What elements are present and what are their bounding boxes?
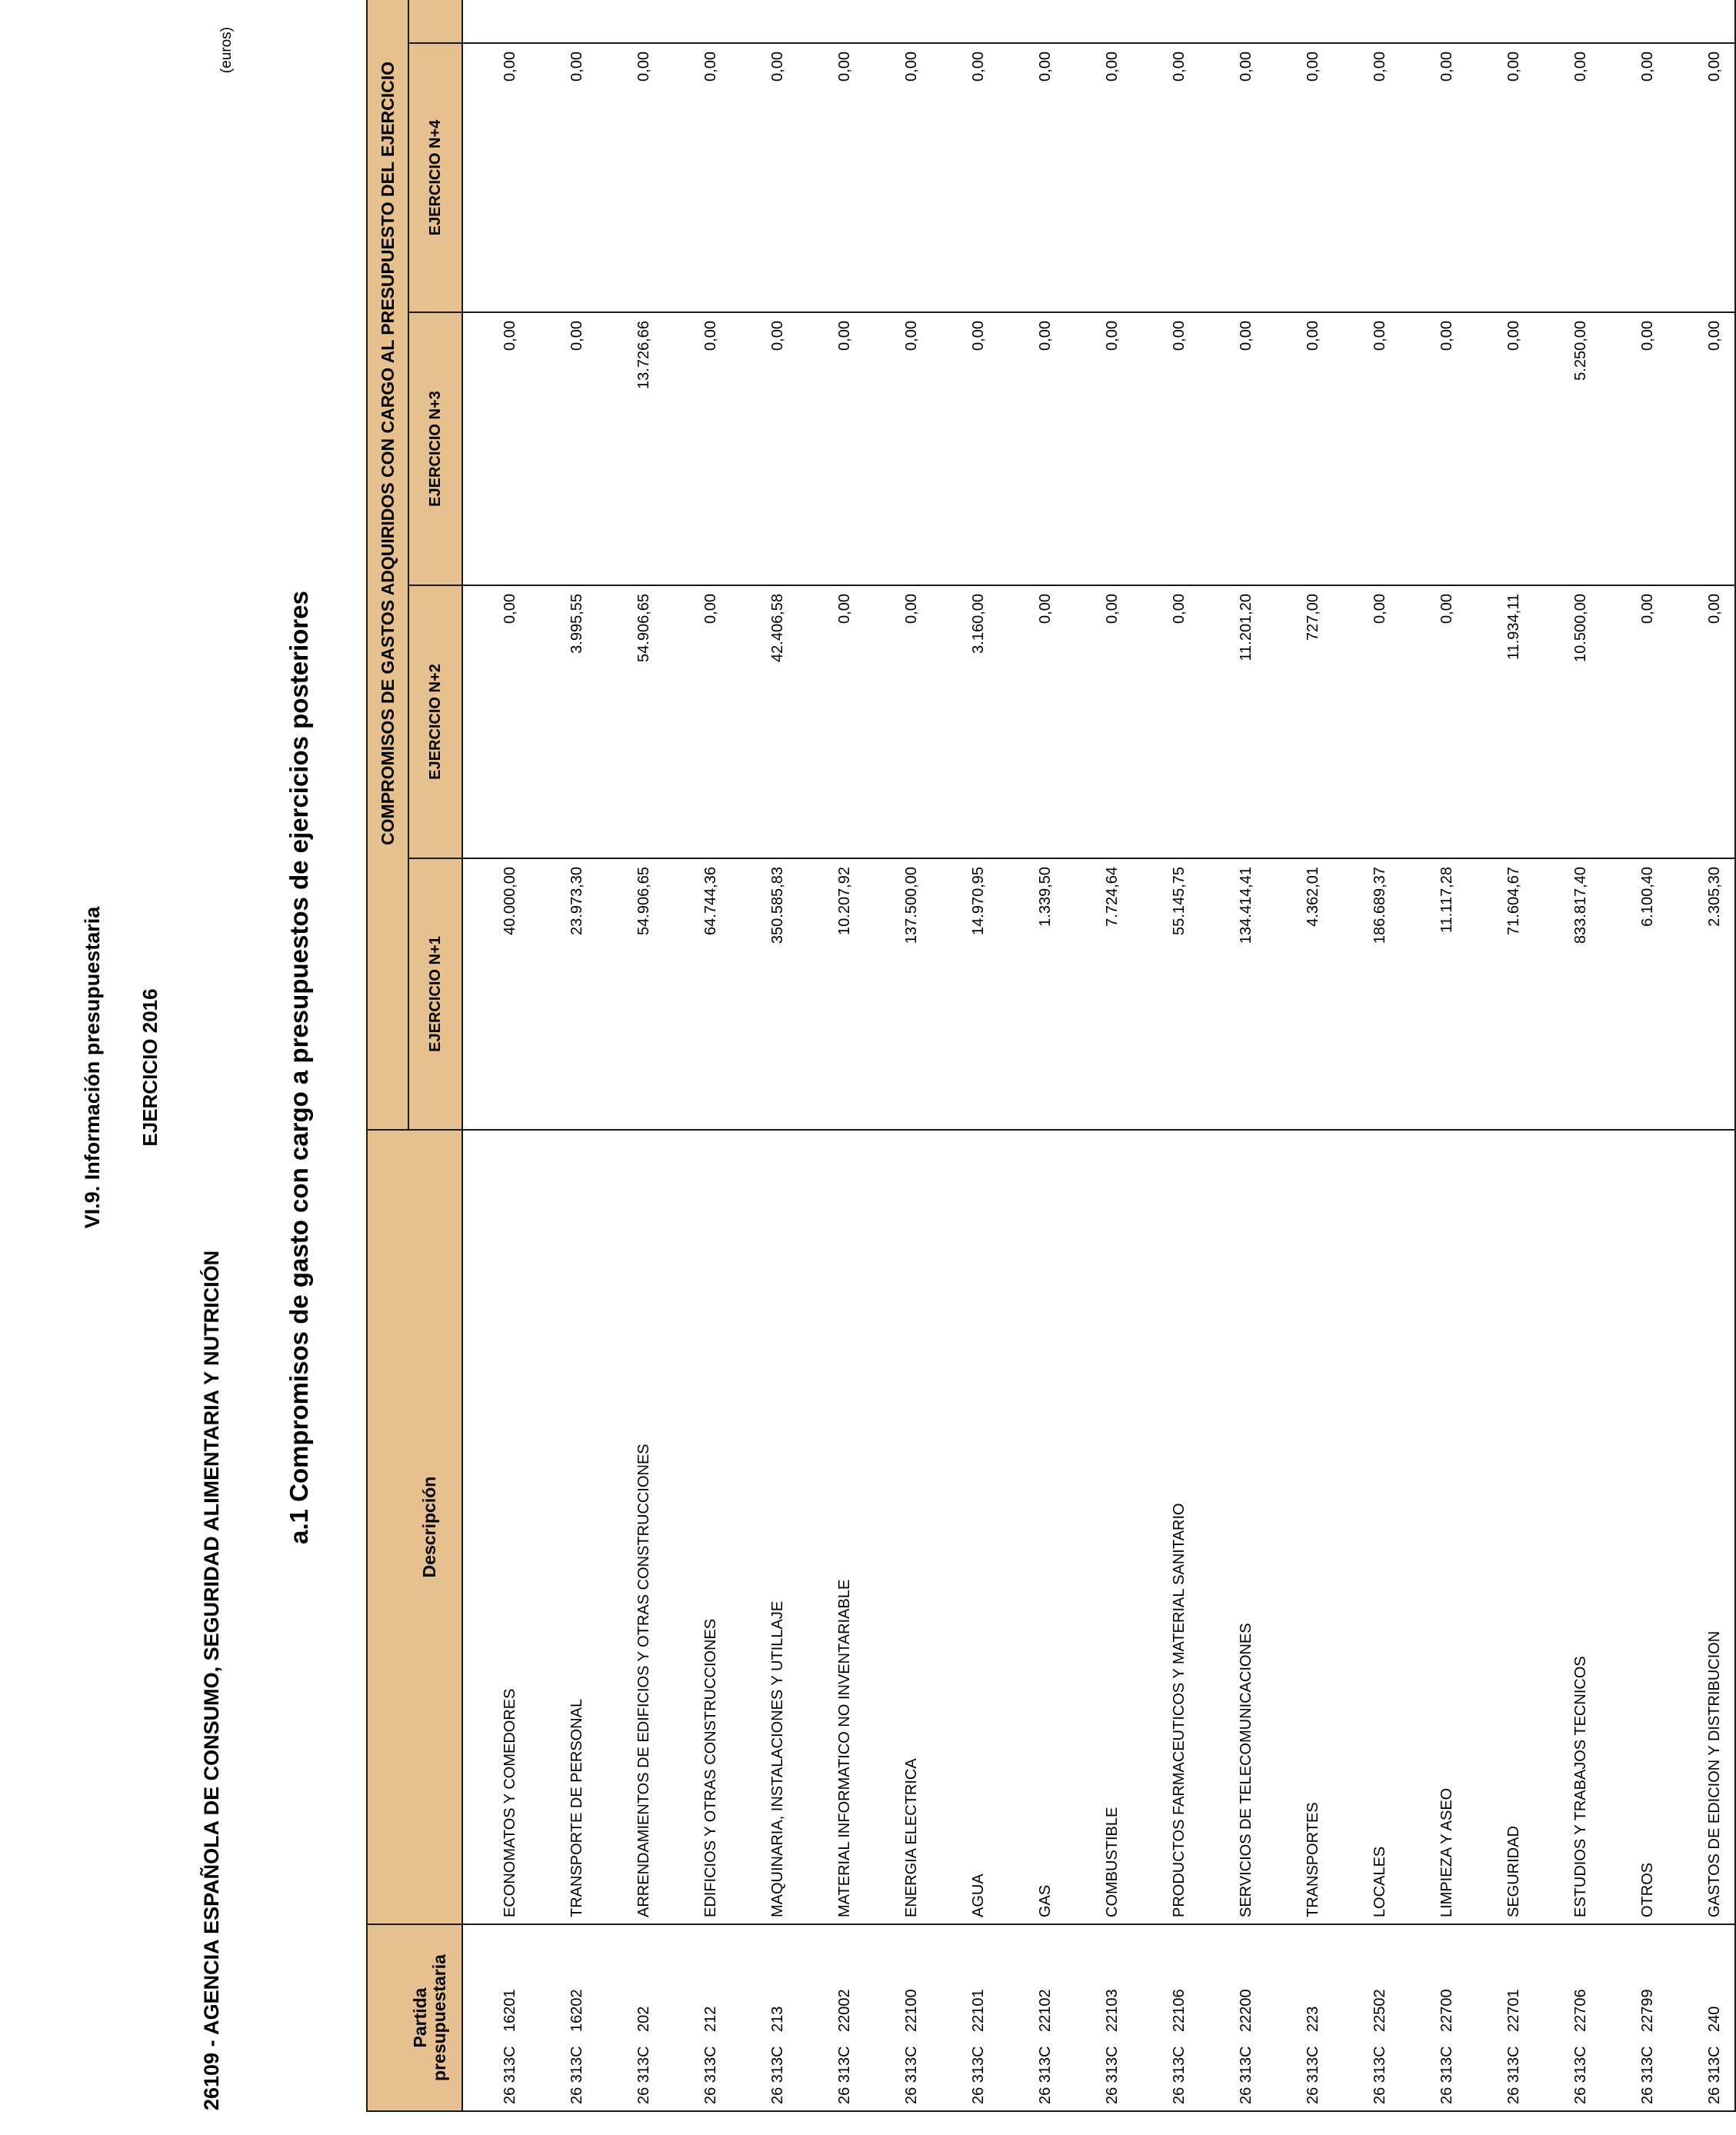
table-row: [865, 0, 931, 2111]
partida-cell: [597, 1924, 664, 2111]
program-code: 26 313C: [970, 2046, 987, 2104]
section-title: a.1 Compromisos de gasto con cargo a presupuestos de ejercicios posteriores: [285, 591, 313, 1544]
description-cell: ESTUDIOS Y TRABAJOS TECNICOS: [1534, 1130, 1601, 1924]
sucesivos-cell: [865, 0, 931, 43]
partida-cell: [462, 1924, 530, 2111]
n3-cell: 0,00: [1333, 312, 1400, 585]
sucesivos-cell: [1400, 0, 1467, 43]
description-cell: COMBUSTIBLE: [1065, 1130, 1132, 1924]
n2-cell: 0,00: [1601, 585, 1668, 858]
program-code: 26 313C: [1304, 2046, 1321, 2104]
n4-cell: 0,00: [998, 43, 1065, 312]
n4-cell: 0,00: [1467, 43, 1534, 312]
description-cell: ENERGIA ELECTRICA: [865, 1130, 931, 1924]
n2-cell: 54.906,65: [597, 585, 664, 858]
n4-cell: 0,00: [865, 43, 931, 312]
sucesivos-cell: [731, 0, 798, 43]
n2-cell: 3.995,55: [530, 585, 597, 858]
program-code: 26 313C: [1037, 2046, 1054, 2104]
table-row: [1668, 0, 1735, 2111]
n3-cell: 0,00: [1668, 312, 1735, 585]
partida-cell: [998, 1924, 1065, 2111]
table-row: [597, 0, 664, 2111]
n3-cell: 0,00: [798, 312, 865, 585]
concept-code: 22701: [1505, 1989, 1522, 2032]
table-row: [1333, 0, 1400, 2111]
description-cell: ARRENDAMIENTOS DE EDIFICIOS Y OTRAS CONSTRUCCIONES: [597, 1130, 664, 1924]
n3-cell: 0,00: [1467, 312, 1534, 585]
sucesivos-cell: [1534, 0, 1601, 43]
n4-cell: 0,00: [1065, 43, 1132, 312]
description-cell: SEGURIDAD: [1467, 1130, 1534, 1924]
n3-cell: 0,00: [664, 312, 731, 585]
sucesivos-cell: [1467, 0, 1534, 43]
concept-code: 22502: [1371, 1989, 1388, 2032]
program-code: 26 313C: [501, 2046, 518, 2104]
program-code: 26 313C: [1171, 2046, 1188, 2104]
table-row: [1467, 0, 1534, 2111]
table-row: [1534, 0, 1601, 2111]
n2-cell: 0,00: [1668, 585, 1735, 858]
header-n3: EJERCICIO N+3: [408, 312, 462, 585]
table-row: [1266, 0, 1333, 2111]
n3-cell: 13.726,66: [597, 312, 664, 585]
n3-cell: 0,00: [931, 312, 998, 585]
description-cell: SERVICIOS DE TELECOMUNICACIONES: [1199, 1130, 1266, 1924]
program-code: 26 313C: [1238, 2046, 1255, 2104]
description-cell: LOCALES: [1333, 1130, 1400, 1924]
n4-cell: 0,00: [931, 43, 998, 312]
table-row: [798, 0, 865, 2111]
partida-cell: [530, 1924, 597, 2111]
n4-cell: 0,00: [462, 43, 530, 312]
n1-cell: 6.100,40: [1601, 858, 1668, 1130]
partida-cell: [931, 1924, 998, 2111]
n1-cell: 134.414,41: [1199, 858, 1266, 1130]
table-row: [731, 0, 798, 2111]
n4-cell: 0,00: [798, 43, 865, 312]
description-cell: PRODUCTOS FARMACEUTICOS Y MATERIAL SANITARIO: [1132, 1130, 1199, 1924]
n2-cell: 0,00: [998, 585, 1065, 858]
sucesivos-cell: [664, 0, 731, 43]
partida-cell: [1601, 1924, 1668, 2111]
description-cell: GASTOS DE EDICION Y DISTRIBUCION: [1668, 1130, 1735, 1924]
document-title: VI.9. Información presupuestaria: [81, 906, 104, 1229]
n2-cell: 0,00: [1065, 585, 1132, 858]
n1-cell: 71.604,67: [1467, 858, 1534, 1130]
n4-cell: 0,00: [597, 43, 664, 312]
n1-cell: 2.305,30: [1668, 858, 1735, 1130]
description-cell: GAS: [998, 1130, 1065, 1924]
concept-code: 22002: [836, 1989, 853, 2032]
partida-cell: [1266, 1924, 1333, 2111]
program-code: 26 313C: [702, 2046, 719, 2104]
program-code: 26 313C: [568, 2046, 585, 2104]
n2-cell: 11.934,11: [1467, 585, 1534, 858]
concept-code: 202: [635, 2006, 652, 2032]
partida-cell: [865, 1924, 931, 2111]
fiscal-year-title: EJERCICIO 2016: [138, 988, 162, 1147]
n2-cell: 11.201,20: [1199, 585, 1266, 858]
program-code: 26 313C: [1706, 2046, 1723, 2104]
description-cell: OTROS: [1601, 1130, 1668, 1924]
concept-code: 22700: [1438, 1989, 1455, 2032]
n2-cell: 0,00: [1333, 585, 1400, 858]
header-group-compromisos: COMPROMISOS DE GASTOS ADQUIRIDOS CON CARGO AL PRESUPUESTO DEL EJERCICIO: [367, 0, 408, 1130]
table-row: [1065, 0, 1132, 2111]
header-n2: EJERCICIO N+2: [408, 585, 462, 858]
n4-cell: 0,00: [1333, 43, 1400, 312]
description-cell: AGUA: [931, 1130, 998, 1924]
sucesivos-cell: [530, 0, 597, 43]
concept-code: 22799: [1639, 1989, 1656, 2032]
sucesivos-cell: [798, 0, 865, 43]
description-cell: LIMPIEZA Y ASEO: [1400, 1130, 1467, 1924]
table-row: [1400, 0, 1467, 2111]
sucesivos-cell: [1668, 0, 1735, 43]
n4-cell: 0,00: [1132, 43, 1199, 312]
n2-cell: 0,00: [798, 585, 865, 858]
header-sucesivos: [408, 0, 462, 43]
n1-cell: 350.585,83: [731, 858, 798, 1130]
n1-cell: 54.906,65: [597, 858, 664, 1130]
partida-cell: [1199, 1924, 1266, 2111]
n1-cell: 40.000,00: [462, 858, 530, 1130]
n4-cell: 0,00: [664, 43, 731, 312]
n2-cell: 0,00: [1132, 585, 1199, 858]
description-cell: ECONOMATOS Y COMEDORES: [462, 1130, 530, 1924]
n3-cell: 0,00: [1601, 312, 1668, 585]
n3-cell: 0,00: [530, 312, 597, 585]
n3-cell: 0,00: [865, 312, 931, 585]
n4-cell: 0,00: [1400, 43, 1467, 312]
program-code: 26 313C: [1438, 2046, 1455, 2104]
n3-cell: 0,00: [1199, 312, 1266, 585]
n1-cell: 7.724,64: [1065, 858, 1132, 1130]
n1-cell: 1.339,50: [998, 858, 1065, 1130]
n4-cell: 0,00: [1601, 43, 1668, 312]
n1-cell: 14.970,95: [931, 858, 998, 1130]
concept-code: 22706: [1572, 1989, 1589, 2032]
n4-cell: 0,00: [1668, 43, 1735, 312]
program-code: 26 313C: [836, 2046, 853, 2104]
header-descripcion: Descripción: [367, 1130, 462, 1924]
description-cell: EDIFICIOS Y OTRAS CONSTRUCCIONES: [664, 1130, 731, 1924]
n2-cell: 0,00: [1400, 585, 1467, 858]
n1-cell: 23.973,30: [530, 858, 597, 1130]
n2-cell: 3.160,00: [931, 585, 998, 858]
n3-cell: 5.250,00: [1534, 312, 1601, 585]
n4-cell: 0,00: [1266, 43, 1333, 312]
n3-cell: 0,00: [998, 312, 1065, 585]
n1-cell: 10.207,92: [798, 858, 865, 1130]
concept-code: 22101: [970, 1989, 987, 2032]
program-code: 26 313C: [1104, 2046, 1121, 2104]
sucesivos-cell: [1266, 0, 1333, 43]
concept-code: 22106: [1171, 1989, 1188, 2032]
partida-cell: [1467, 1924, 1534, 2111]
sucesivos-cell: [1199, 0, 1266, 43]
n2-cell: 0,00: [462, 585, 530, 858]
n3-cell: 0,00: [1266, 312, 1333, 585]
n1-cell: 4.362,01: [1266, 858, 1333, 1130]
n2-cell: 42.406,58: [731, 585, 798, 858]
n3-cell: 0,00: [1400, 312, 1467, 585]
partida-cell: [1668, 1924, 1735, 2111]
n4-cell: 0,00: [1199, 43, 1266, 312]
concept-code: 240: [1706, 2006, 1723, 2032]
partida-cell: [664, 1924, 731, 2111]
n1-cell: 833.817,40: [1534, 858, 1601, 1130]
sucesivos-cell: [1132, 0, 1199, 43]
program-code: 26 313C: [1572, 2046, 1589, 2104]
partida-cell: [1065, 1924, 1132, 2111]
n1-cell: 64.744,36: [664, 858, 731, 1130]
sucesivos-cell: [1333, 0, 1400, 43]
partida-cell: [731, 1924, 798, 2111]
concept-code: 16201: [501, 1989, 518, 2032]
concept-code: 213: [769, 2006, 786, 2032]
n3-cell: 0,00: [1132, 312, 1199, 585]
concept-code: 22200: [1238, 1989, 1255, 2032]
n1-cell: 11.117,28: [1400, 858, 1467, 1130]
partida-cell: [1534, 1924, 1601, 2111]
n4-cell: 0,00: [1534, 43, 1601, 312]
sucesivos-cell: [1065, 0, 1132, 43]
concept-code: 223: [1304, 2006, 1321, 2032]
n3-cell: 0,00: [1065, 312, 1132, 585]
n1-cell: 55.145,75: [1132, 858, 1199, 1130]
program-code: 26 313C: [903, 2046, 920, 2104]
description-cell: TRANSPORTES: [1266, 1130, 1333, 1924]
units-label: (euros): [218, 27, 235, 74]
program-code: 26 313C: [1505, 2046, 1522, 2104]
n1-cell: 137.500,00: [865, 858, 931, 1130]
entity-title: 26109 - AGENCIA ESPAÑOLA DE CONSUMO, SEGURIDAD ALIMENTARIA Y NUTRICIÓN: [200, 1250, 223, 2110]
n4-cell: 0,00: [530, 43, 597, 312]
concept-code: 16202: [568, 1989, 585, 2032]
sucesivos-cell: [1601, 0, 1668, 43]
program-code: 26 313C: [1371, 2046, 1388, 2104]
concept-code: 212: [702, 2006, 719, 2032]
sucesivos-cell: [931, 0, 998, 43]
table-row: [998, 0, 1065, 2111]
partida-cell: [1132, 1924, 1199, 2111]
program-code: 26 313C: [635, 2046, 652, 2104]
header-partida: Partida presupuestaria: [367, 1924, 462, 2111]
n2-cell: 727,00: [1266, 585, 1333, 858]
n3-cell: 0,00: [731, 312, 798, 585]
n4-cell: 0,00: [731, 43, 798, 312]
description-cell: MAQUINARIA, INSTALACIONES Y UTILLAJE: [731, 1130, 798, 1924]
commitments-table: [366, 0, 1736, 2112]
description-cell: TRANSPORTE DE PERSONAL: [530, 1130, 597, 1924]
table-row: [1601, 0, 1668, 2111]
partida-cell: [798, 1924, 865, 2111]
sucesivos-cell: [462, 0, 530, 43]
program-code: 26 313C: [1639, 2046, 1656, 2104]
partida-cell: [1400, 1924, 1467, 2111]
table-body: [462, 0, 1735, 2111]
header-n1: EJERCICIO N+1: [408, 858, 462, 1130]
concept-code: 22103: [1104, 1989, 1121, 2032]
concept-code: 22102: [1037, 1989, 1054, 2032]
sucesivos-cell: [597, 0, 664, 43]
table-row: [1132, 0, 1199, 2111]
n3-cell: 0,00: [462, 312, 530, 585]
n1-cell: 186.689,37: [1333, 858, 1400, 1130]
description-cell: MATERIAL INFORMATICO NO INVENTARIABLE: [798, 1130, 865, 1924]
table-row: [664, 0, 731, 2111]
table-row: [462, 0, 530, 2111]
n2-cell: 10.500,00: [1534, 585, 1601, 858]
table-row: [931, 0, 998, 2111]
concept-code: 22100: [903, 1989, 920, 2032]
table-row: [1199, 0, 1266, 2111]
program-code: 26 313C: [769, 2046, 786, 2104]
partida-cell: [1333, 1924, 1400, 2111]
n2-cell: 0,00: [664, 585, 731, 858]
table-row: [530, 0, 597, 2111]
sucesivos-cell: [998, 0, 1065, 43]
header-n4: EJERCICIO N+4: [408, 43, 462, 312]
n2-cell: 0,00: [865, 585, 931, 858]
